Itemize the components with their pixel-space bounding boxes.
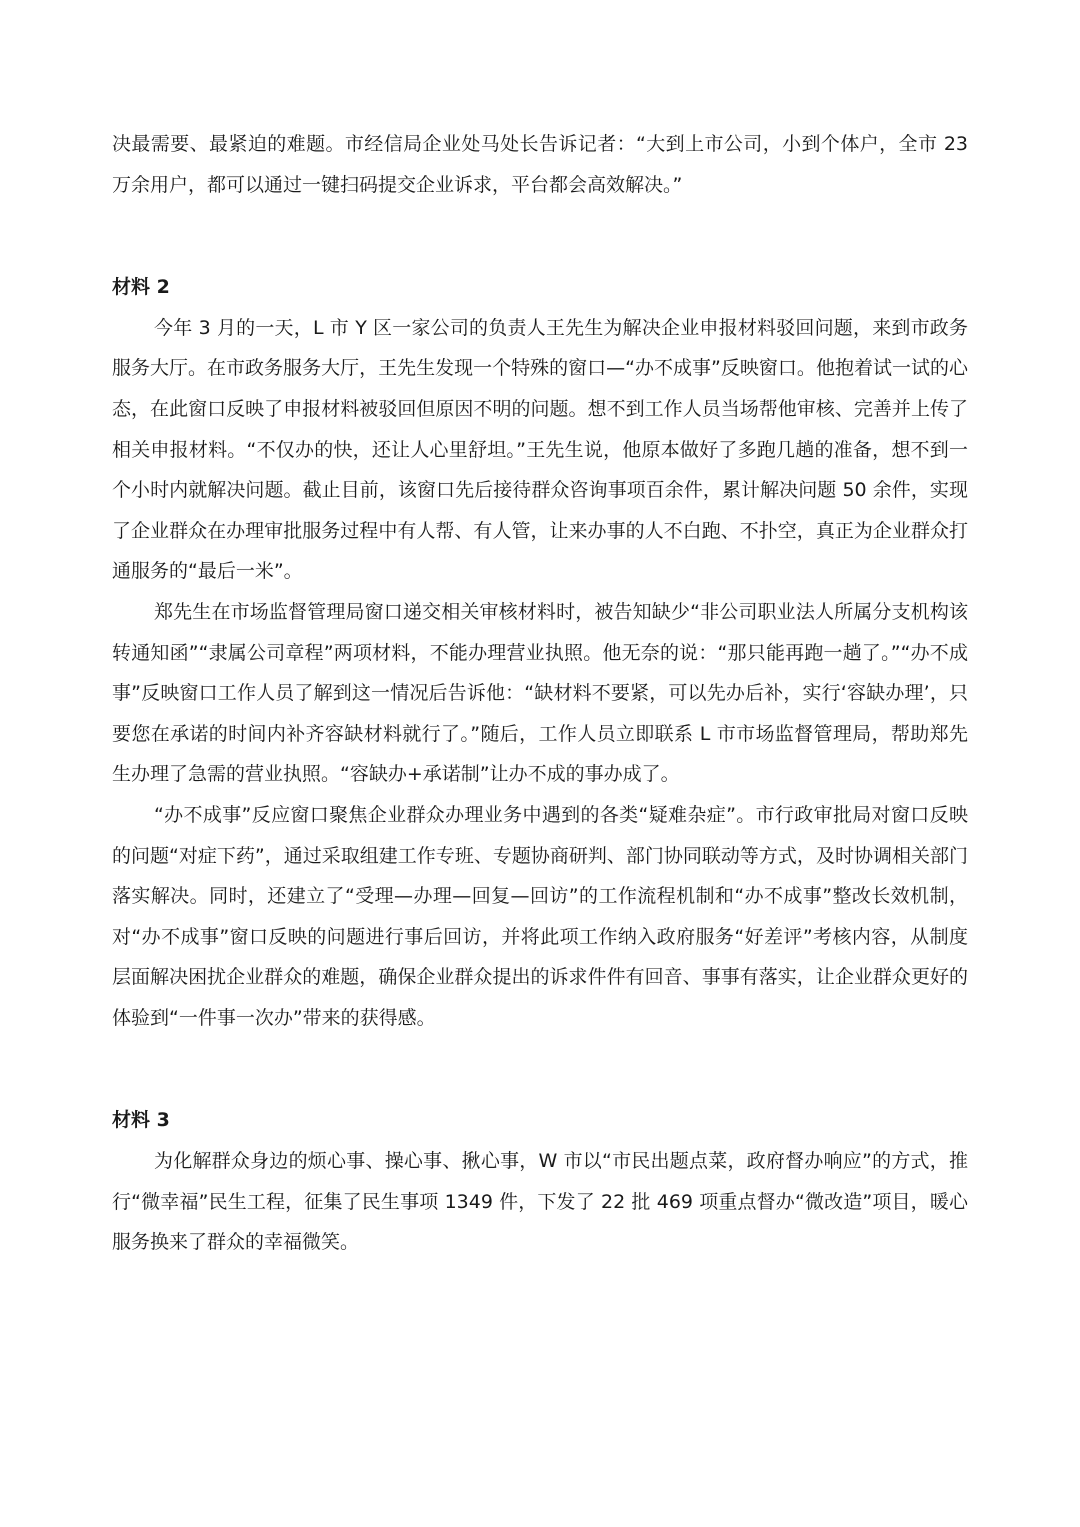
section-spacer [112, 1038, 968, 1100]
section-spacer [112, 205, 968, 267]
section-heading: 材料 2 [112, 276, 170, 299]
body-paragraph: 今年 3 月的一天，L 市 Y 区一家公司的负责人王先生为解决企业申报材料驳回问题，来到市政务服务大厅。在市政务服务大厅，王先生发现一个特殊的窗口—“办不成事”反映窗口。他抱着试一试的心态，在此窗口反映了申报材料被驳回但原因不明的问题。想不到工作人员当场帮他审核、完善并上传了相关申报材料。“不仅办的快，还让人心里舒坦。”王先生说，他原本做好了多跑几趟的准备，想不到一个小时内就解决问题。截止目前，该窗口先后接待群众咨询事项百余件，累计解决问题 50 余件，实现了企业群众在办理审批服务过程中有人帮、有人管，让来办事的人不白跑、不扑空，真正为企业群众打通服务的“最后一米”。 [112, 316, 968, 583]
section-heading: 材料 3 [112, 1109, 170, 1132]
body-paragraph: “办不成事”反应窗口聚焦企业群众办理业务中遇到的各类“疑难杂症”。市行政审批局对窗口反映的问题“对症下药”，通过采取组建工作专班、专题协商研判、部门协同联动等方式，及时协调相关部门落实解决。同时，还建立了“受理—办理—回复—回访”的工作流程机制和“办不成事”整改长效机制，对“办不成事”窗口反映的问题进行事后回访，并将此项工作纳入政府服务“好差评”考核内容，从制度层面解决困扰企业群众的难题，确保企业群众提出的诉求件件有回音、事事有落实，让企业群众更好的体验到“一件事一次办”带来的获得感。 [112, 803, 968, 1029]
body-paragraph: 为化解群众身边的烦心事、操心事、揪心事，W 市以“市民出题点菜，政府督办响应”的方式，推行“微幸福”民生工程，征集了民生事项 1349 件，下发了 22 批 469 项重点督办“微改造”项目，暖心服务换来了群众的幸福微笑。 [112, 1150, 968, 1254]
section-material-2 [112, 267, 968, 1038]
section-material-3 [112, 1100, 968, 1262]
body-paragraph: 郑先生在市场监督管理局窗口递交相关审核材料时，被告知缺少“非公司职业法人所属分支机构该转通知函”“隶属公司章程”两项材料，不能办理营业执照。他无奈的说：“那只能再跑一趟了。”“办不成事”反映窗口工作人员了解到这一情况后告诉他：“缺材料不要紧，可以先办后补，实行‘容缺办理’，只要您在承诺的时间内补齐容缺材料就行了。”随后，工作人员立即联系 L 市市场监督管理局，帮助郑先生办理了急需的营业执照。“容缺办+承诺制”让办不成的事办成了。 [112, 600, 968, 786]
intro-paragraph: 决最需要、最紧迫的难题。市经信局企业处马处长告诉记者：“大到上市公司，小到个体户，全市 23 万余用户，都可以通过一键扫码提交企业诉求，平台都会高效解决。” [112, 133, 968, 196]
document-page [112, 124, 968, 1263]
